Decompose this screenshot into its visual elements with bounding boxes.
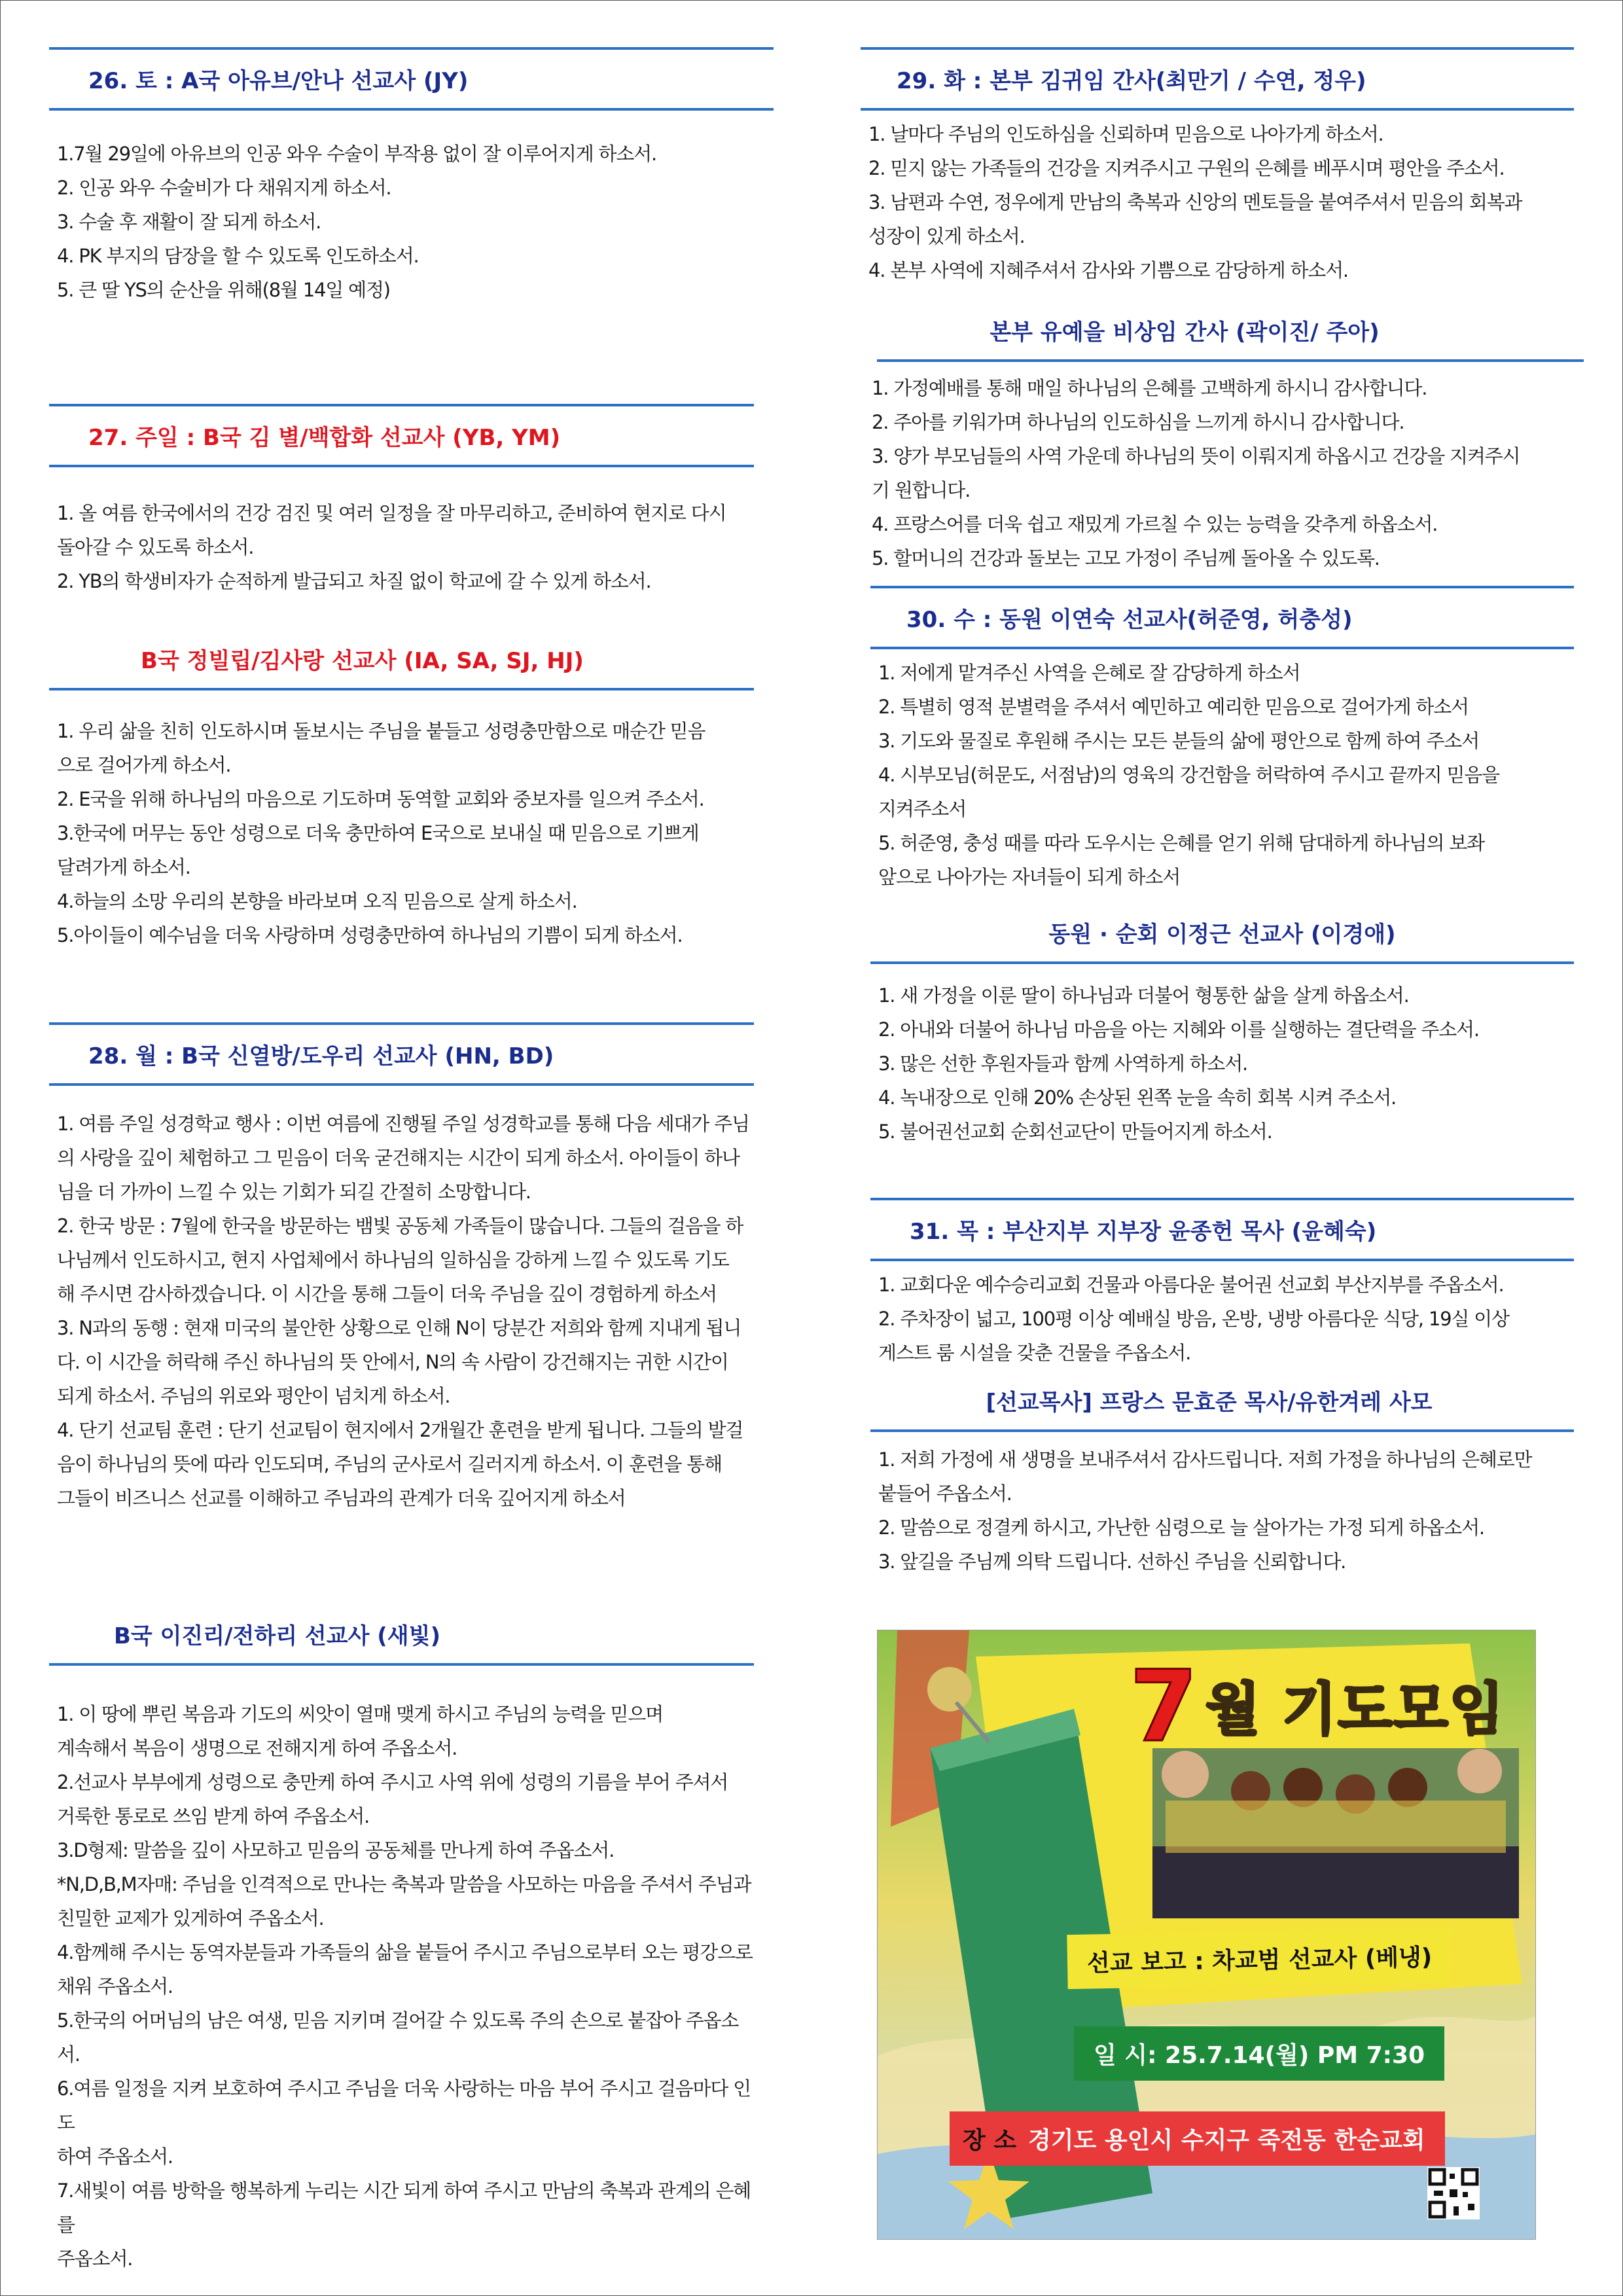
prayer-list xyxy=(49,496,754,598)
poster-title-number: 7 xyxy=(1130,1650,1200,1764)
section-heading: 29. 화 : 본부 김귀임 간사(최만기 / 수연, 정우) xyxy=(861,47,1574,111)
list-item: 3. 기도와 물질로 후원해 주시는 모든 분들의 삶에 평안으로 함께 하여 주소서 xyxy=(878,730,1479,752)
section-27b xyxy=(49,643,754,952)
list-item: 2. 주아를 키워가며 하나님의 인도하심을 느끼게 하시니 감사합니다. xyxy=(872,411,1404,433)
prayer-list xyxy=(49,1697,754,2276)
prayer-list xyxy=(870,978,1574,1149)
list-item: 2. 인공 와우 수술비가 다 채워지게 하소서. xyxy=(57,177,391,199)
list-item: 1. 저희 가정에 새 생명을 보내주셔서 감사드립니다. 저희 가정을 하나님의 은혜로만 붙들어 주옵소서. xyxy=(878,1448,1532,1505)
list-item: 2. 아내와 더불어 하나님 마음을 아는 지혜와 이를 실행하는 결단력을 주소서. xyxy=(878,1018,1479,1041)
section-heading: B국 정빌립/김사랑 선교사 (IA, SA, SJ, HJ) xyxy=(49,643,754,691)
section-heading: 본부 유예을 비상임 간사 (곽이진/ 주아) xyxy=(877,314,1584,362)
section-27 xyxy=(49,404,754,598)
list-item: 2.선교사 부부에게 성령으로 충만케 하여 주시고 사역 위에 성령의 기름을 부어 주셔서 거룩한 통로로 쓰임 받게 하여 주옵소서. xyxy=(57,1771,728,1827)
list-item: 1. 교회다운 예수승리교회 건물과 아름다운 불어권 선교회 부산지부를 주옵소서. xyxy=(878,1274,1504,1296)
section-31b xyxy=(870,1384,1574,1579)
section-26 xyxy=(49,47,774,307)
qr-code xyxy=(1427,2167,1480,2219)
section-heading: 31. 목 : 부산지부 지부장 윤종헌 목사 (윤혜숙) xyxy=(870,1198,1574,1261)
report-ribbon: 선교 보고 : 차교범 선교사 (베냉) xyxy=(1067,1928,1452,1989)
prayer-list xyxy=(864,371,1584,575)
list-item: 3. 남편과 수연, 정우에게 만남의 축복과 신앙의 멘토들을 붙여주셔서 믿음의 회복과 성장이 있게 하소서. xyxy=(868,191,1522,247)
list-item: 1. 이 땅에 뿌린 복음과 기도의 씨앗이 열매 맺게 하시고 주님의 능력을 믿으며 계속해서 복음이 생명으로 전해지게 하여 주옵소서. xyxy=(57,1703,663,1759)
list-item: 4. 프랑스어를 더욱 쉽고 재밌게 가르칠 수 있는 능력을 갖추게 하옵소서. xyxy=(872,513,1438,535)
prayer-list xyxy=(870,1443,1574,1579)
section-heading: 26. 토 : A국 아유브/안나 선교사 (JY) xyxy=(49,47,774,111)
section-heading: 30. 수 : 동원 이연숙 선교사(허준영, 허충성) xyxy=(870,586,1574,649)
list-item: 5. 할머니의 건강과 돌보는 고모 가정이 주님께 돌아올 수 있도록. xyxy=(872,547,1380,569)
list-item: 2. 주차장이 넓고, 100평 이상 예배실 방음, 온방, 냉방 아름다운 식당, 19실 이상 게스트 룸 시설을 갖춘 건물을 주옵소서. xyxy=(878,1308,1509,1364)
list-item: 2. 믿지 않는 가족들의 건강을 지켜주시고 구원의 은혜를 베푸시며 평안을 주소서. xyxy=(868,157,1505,179)
list-item: 4. 단기 선교팀 훈련 : 단기 선교팀이 현지에서 2개월간 훈련을 받게 됩니다. 그들의 발걸 음이 하나님의 뜻에 따라 인도되며, 주님의 군사로서 길러지게 하소서. 이 훈련을 통해 그들이 비즈니스 선교를 이해하고 주님과의 관계가 더욱 깊어지게 하소서 xyxy=(57,1419,743,1509)
section-28b xyxy=(49,1618,754,2276)
section-29b xyxy=(872,314,1584,575)
section-heading: 27. 주일 : B국 김 별/백합화 선교사 (YB, YM) xyxy=(49,404,754,467)
list-item: 7.새빛이 여름 방학을 행복하게 누리는 시간 되게 하여 주시고 만남의 축복과 관계의 은혜를 주옵소서. xyxy=(57,2179,751,2270)
list-item: 2. 특별히 영적 분별력을 주셔서 예민하고 예리한 믿음으로 걸어가게 하소서 xyxy=(878,696,1469,718)
list-item: 4. 본부 사역에 지혜주셔서 감사와 기쁨으로 감당하게 하소서. xyxy=(868,259,1348,281)
list-item: 3. N과의 동행 : 현재 미국의 불안한 상황으로 인해 N이 당분간 저희와 함께 지내게 됩니 다. 이 시간을 허락해 주신 하나님의 뜻 안에서, N의 속 사람이 강건해지는 귀한 시간이 되게 하소서. 주님의 위로와 평안이 넘치게 하소서. xyxy=(57,1317,741,1407)
place-label: 장 소 xyxy=(963,2127,1017,2154)
poster-title xyxy=(1130,1650,1505,1764)
list-item: 3.한국에 머무는 동안 성령으로 더욱 충만하여 E국으로 보내실 때 믿음으로 기쁘게 달려가게 하소서. xyxy=(57,822,699,878)
list-item: 4. PK 부지의 담장을 할 수 있도록 인도하소서. xyxy=(57,245,419,267)
list-item: 3.D형제: 말씀을 깊이 사모하고 믿음의 공동체를 만나게 하여 주옵소서. *N,D,B,M자매: 주님을 인격적으로 만나는 축복과 말씀을 사모하는 마음을 주셔서 주님과 친밀한 교제가 있게하여 주옵소서. xyxy=(57,1839,751,1929)
list-item: 1. 올 여름 한국에서의 건강 검진 및 여러 일정을 잘 마무리하고, 준비하여 현지로 다시 돌아갈 수 있도록 하소서. xyxy=(57,502,726,558)
list-item: 2. E국을 위해 하나님의 마음으로 기도하며 동역할 교회와 중보자를 일으켜 주소서. xyxy=(57,788,704,810)
list-item: 3. 양가 부모님들의 사역 가운데 하나님의 뜻이 이뤄지게 하옵시고 건강을 지켜주시 기 원합니다. xyxy=(872,445,1520,501)
list-item: 5. 큰 딸 YS의 순산을 위해(8월 14일 예정) xyxy=(57,279,390,301)
list-item: 4.하늘의 소망 우리의 본향을 바라보며 오직 믿음으로 살게 하소서. xyxy=(57,890,577,912)
list-item: 1. 여름 주일 성경학교 행사 : 이번 여름에 진행될 주일 성경학교를 통해 다음 세대가 주님 의 사랑을 깊이 체험하고 그 믿음이 더욱 굳건해지는 시간이 되게 하소서. 아이들이 하나 님을 더 가까이 느낄 수 있는 기회가 되길 간절히 소망합니다. xyxy=(57,1113,749,1203)
list-item: 2. YB의 학생비자가 순적하게 발급되고 차질 없이 학교에 갈 수 있게 하소서. xyxy=(57,570,651,592)
prayer-list xyxy=(49,137,774,307)
list-item: 2. 말씀으로 정결케 하시고, 가난한 심령으로 늘 살아가는 가정 되게 하옵소서. xyxy=(878,1516,1484,1539)
list-item: 5.한국의 어머님의 남은 여생, 믿음 지키며 걸어갈 수 있도록 주의 손으로 붙잡아 주옵소서. xyxy=(57,2009,739,2066)
prayer-list xyxy=(49,714,754,952)
section-heading: 28. 월 : B국 신열방/도우리 선교사 (HN, BD) xyxy=(49,1022,754,1086)
date-ribbon: 일 시: 25.7.14(월) PM 7:30 xyxy=(1074,2026,1444,2081)
prayer-meeting-poster xyxy=(877,1630,1536,2240)
prayer-list xyxy=(870,1268,1574,1370)
list-item: 1. 우리 삶을 친히 인도하시며 돌보시는 주님을 붙들고 성령충만함으로 매순간 믿음 으로 걸어가게 하소서. xyxy=(57,720,705,776)
list-item: 1. 저에게 맡겨주신 사역을 은혜로 잘 감당하게 하소서 xyxy=(878,662,1300,684)
list-item: 5.아이들이 예수님을 더욱 사랑하며 성령충만하여 하나님의 기쁨이 되게 하소서. xyxy=(57,924,683,946)
list-item: 4.함께해 주시는 동역자분들과 가족들의 삶을 붙들어 주시고 주님으로부터 오는 평강으로 채워 주옵소서. xyxy=(57,1941,753,1998)
section-30 xyxy=(870,586,1574,894)
section-28 xyxy=(49,1022,754,1515)
list-item: 3. 앞길을 주님께 의탁 드립니다. 선하신 주님을 신뢰합니다. xyxy=(878,1551,1346,1573)
prayer-list xyxy=(870,656,1574,894)
list-item: 6.여름 일정을 지켜 보호하여 주시고 주님을 더욱 사랑하는 마음 부어 주시고 걸음마다 인도 하여 주옵소서. xyxy=(57,2077,751,2168)
section-heading: 동원 · 순회 이정근 선교사 (이경애) xyxy=(870,916,1574,964)
section-30b xyxy=(870,916,1574,1149)
list-item: 5. 허준영, 충성 때를 따라 도우시는 은혜를 얻기 위해 담대하게 하나님의 보좌 앞으로 나아가는 자녀들이 되게 하소서 xyxy=(878,832,1484,888)
list-item: 2. 한국 방문 : 7월에 한국을 방문하는 뱀빛 공동체 가족들이 많습니다. 그들의 걸음을 하 나님께서 인도하시고, 현지 사업체에서 하나님의 일하심을 강하게 느낄 수 있도록 기도 해 주시면 감사하겠습니다. 이 시간을 통해 그들이 더욱 주님을 깊이 경험하게 하소서 xyxy=(57,1215,743,1305)
list-item: 1.7월 29일에 아유브의 인공 와우 수술이 부작용 없이 잘 이루어지게 하소서. xyxy=(57,143,657,165)
list-item: 1. 새 가정을 이룬 딸이 하나님과 더불어 형통한 삶을 살게 하옵소서. xyxy=(878,984,1409,1007)
list-item: 3. 수술 후 재활이 잘 되게 하소서. xyxy=(57,211,321,233)
prayer-list xyxy=(49,1107,754,1515)
section-29 xyxy=(861,47,1574,287)
section-heading: [선교목사] 프랑스 문효준 목사/유한겨레 사모 xyxy=(870,1384,1574,1432)
list-item: 5. 불어권선교회 순회선교단이 만들어지게 하소서. xyxy=(878,1121,1272,1143)
prayer-list xyxy=(861,117,1574,287)
list-item: 4. 시부모님(허문도, 서점남)의 영육의 강건함을 허락하여 주시고 끝까지 믿음을 지켜주소서 xyxy=(878,764,1499,820)
section-heading: B국 이진리/전하리 선교사 (새빛) xyxy=(49,1618,754,1666)
place-ribbon xyxy=(950,2111,1445,2166)
list-item: 3. 많은 선한 후원자들과 함께 사역하게 하소서. xyxy=(878,1052,1248,1075)
list-item: 4. 녹내장으로 인해 20% 손상된 왼쪽 눈을 속히 회복 시켜 주소서. xyxy=(878,1086,1397,1109)
poster-title-text: 월 기도모임 xyxy=(1205,1677,1505,1742)
list-item: 1. 가정예배를 통해 매일 하나님의 은혜를 고백하게 하시니 감사합니다. xyxy=(872,377,1427,399)
section-31 xyxy=(870,1198,1574,1370)
list-item: 1. 날마다 주님의 인도하심을 신뢰하며 믿음으로 나아가게 하소서. xyxy=(868,123,1383,145)
place-text: 경기도 용인시 수지구 죽전동 한순교회 xyxy=(1028,2127,1425,2154)
